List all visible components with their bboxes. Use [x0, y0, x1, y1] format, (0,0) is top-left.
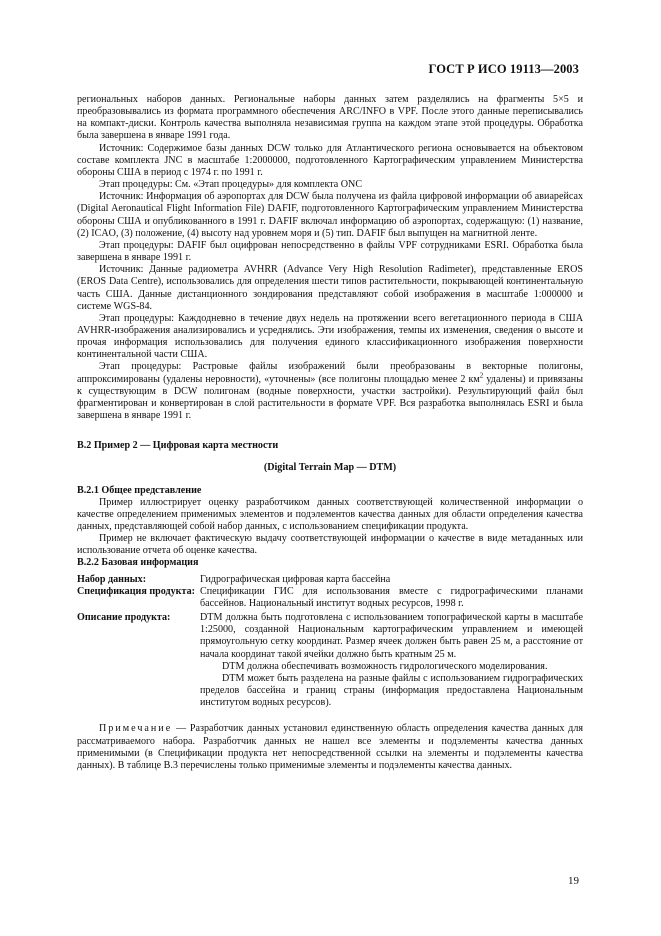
definition-paragraph: Спецификации ГИС для использования вместе с гидрографическими планами бассейнов. Национальный институт водных ресурсов, 1998 г.: [200, 585, 583, 609]
superscript: 2: [479, 371, 484, 380]
definition-row: [77, 612, 583, 709]
definition-text: [200, 586, 583, 610]
note-paragraph: [77, 723, 583, 772]
definition-term: Описание продукта:: [77, 612, 171, 624]
definition-text: [200, 574, 583, 586]
paragraph: Пример иллюстрирует оценку разработчиком данных соответствующей количественной информации о качестве определением применимых элементов и подэлементов качества данных для области определения качества данных, представляющей собой набор данных, с использованием спецификации продукта.: [77, 496, 583, 532]
section-heading-b22: В.2.2 Базовая информация: [77, 557, 199, 569]
document-header: ГОСТ Р ИСО 19113—2003: [428, 62, 579, 76]
section-title-dtm: (Digital Terrain Map — DTM): [263, 462, 397, 474]
section-heading-b21: В.2.1 Общее представление: [77, 484, 202, 496]
definition-row: [77, 586, 583, 610]
definition-list: [77, 574, 583, 710]
definition-term: Спецификация продукта:: [77, 585, 195, 597]
paragraph: Этап процедуры: Каждодневно в течение двух недель на протяжении всего вегетационного периода в США AVHRR-изображения анализировались и усреднялись. Эти изображения, темпы их изменения, сведения о высоте и прочая информация использовались для получения единого классификационного изображения поверхности континентальной части США.: [77, 312, 583, 361]
paragraph-text: Этап процедуры: Растровые файлы изображений были преобразованы в векторные полигоны, аппроксимированы (удалены неровности), «уточнены» (все полигоны площадью менее 2 км: [77, 361, 583, 385]
paragraph: региональных наборов данных. Региональные наборы данных затем разделялись на фрагменты 5×5 и преобразовывались из формата программного обеспечения ARC/INFO в VPF. После этого данные переписывались на компакт-диски. Контроль качества выполняла независимая группа на каждом этапе этой процедуры. Обработка была завершена в январе 1991 года.: [77, 94, 583, 142]
definition-term: Набор данных:: [77, 573, 147, 585]
page-number: 19: [568, 875, 579, 887]
definition-paragraph: DTM может быть разделена на разные файлы с использованием гидрографических пределов бассейна и границ страны (информация предоставлена Национальным институтом водных ресурсов).: [200, 672, 583, 709]
section-heading-b2: В.2 Пример 2 — Цифровая карта местности: [77, 440, 279, 452]
note-text: — Разработчик данных установил единственную область определения качества данных для рассматриваемого набора. Разработчик данных не нашел все элементы и подэлементы качества данных применимыми (в Спецификации продукта нет непосредственной ссылки на элементы и подэлементы качества данных). В таблице В.3 перечислены только применимые элементы и подэлементы качества данных.: [77, 723, 583, 771]
paragraph: [77, 361, 583, 422]
note-label: Примечание: [99, 723, 173, 735]
definition-paragraph: DTM должна обеспечивать возможность гидрологического моделирования.: [222, 660, 548, 672]
document-body: [77, 94, 583, 772]
paragraph: Источник: Данные радиометра AVHRR (Advance Very High Resolution Radimeter), представленные EROS (EROS Data Centre), использовались для определения шести типов растительности, покрывающей континентальную часть США. Данные дистанционного зондирования представляют собой изображения в масштабе 1:000000 и системе WGS-84.: [77, 264, 583, 312]
definition-text: [200, 612, 583, 709]
paragraph: Источник: Информация об аэропортах для DCW была получена из файла цифровой информации об авиарейсах (Digital Aeronautical Flight Information File) DAFIF, подготовленного Картографическим управлением Министерства обороны США и опубликованного в 1991 г. DAFIF включал информацию об аэропортах, содержащую: (1) название, (2) ICAO, (3) положение, (4) высоту над уровнем моря и (5) тип. DAFIF был выпущен на магнитной ленте.: [77, 191, 583, 239]
paragraph: Пример не включает фактическую выдачу соответствующей информации о качестве в виде метаданных или использование отчета об оценке качества.: [77, 533, 583, 557]
paragraph: Источник: Содержимое базы данных DCW только для Атлантического региона основывается на объектовом составе комплекта JNC в масштабе 1:2000000, подготовленного Картографическим управлением Министерства обороны США в период с 1974 г. по 1991 г.: [77, 142, 583, 178]
definition-row: [77, 574, 583, 586]
definition-paragraph: DTM должна быть подготовлена с использованием топографической карты в масштабе 1:25000, созданной Национальным картографическим управлением и имеющей прямоугольную сетку координат. Размер ячеек должен быть равен 25 м, а расстояние от начала координат такой ячейки должно быть кратным 25 м.: [200, 612, 583, 660]
paragraph: Этап процедуры: DAFIF был оцифрован непосредственно в файлы VPF сотрудниками ESRI. Обработка была завершена в январе 1991 г.: [77, 239, 583, 264]
paragraph: Этап процедуры: См. «Этап процедуры» для комплекта ONC: [99, 179, 363, 191]
definition-paragraph: Гидрографическая цифровая карта бассейна: [200, 573, 391, 585]
paragraph-text: удалены) и привязаны к существующим в DCW полигонам (водные поверхности, участки застройки). Результирующий файл был фрагментирован и конвертирован в слой растительности в формате VPF. Вся разработка выполнялась ESRI и была завершена в январе 1991 г.: [77, 373, 583, 422]
